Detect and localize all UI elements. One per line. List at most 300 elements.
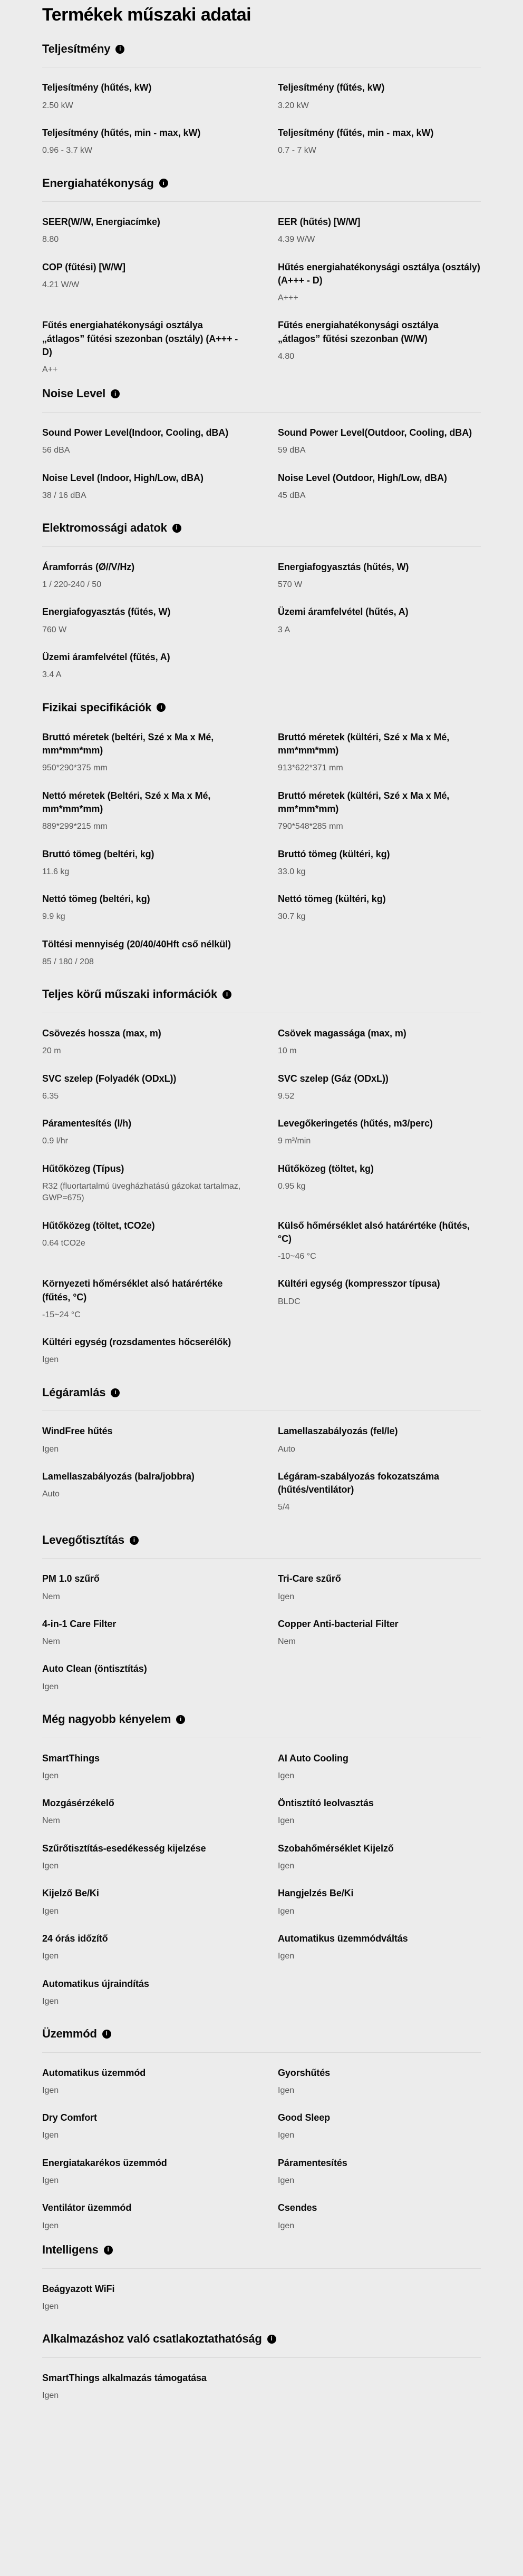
- spec-item: [42, 1572, 245, 1603]
- spec-item: [42, 472, 245, 502]
- spec-label: AI Auto Cooling: [278, 1752, 348, 1764]
- spec-label: Levegőkeringetés (hűtés, m3/perc): [278, 1118, 433, 1129]
- section-title: Még nagyobb kényelem: [42, 1712, 171, 1726]
- section-divider: [42, 2268, 481, 2269]
- spec-value: Igen: [278, 1906, 295, 1916]
- spec-item: [278, 1219, 481, 1263]
- spec-label: Mozgásérzékelő: [42, 1798, 114, 1809]
- page-title: Termékek műszaki adatai: [42, 5, 251, 25]
- spec-item: [42, 848, 245, 878]
- section-header: [42, 700, 481, 716]
- spec-row: [42, 1752, 481, 1782]
- info-icon[interactable]: i: [176, 1715, 185, 1724]
- spec-value: Igen: [278, 1592, 295, 1601]
- spec-value: Igen: [42, 2176, 59, 2186]
- spec-value: Igen: [42, 2301, 59, 2311]
- info-icon[interactable]: i: [157, 703, 166, 712]
- spec-label: Gyorshűtés: [278, 2067, 331, 2078]
- spec-row: [42, 561, 481, 591]
- spec-value: 0.9 l/hr: [42, 1137, 68, 1146]
- spec-value: 30.7 kg: [278, 912, 306, 922]
- info-icon[interactable]: i: [267, 2335, 276, 2344]
- spec-label: Teljesítmény (hűtés, min - max, kW): [42, 127, 201, 138]
- spec-row: [42, 1219, 481, 1263]
- spec-value: Igen: [278, 2085, 295, 2095]
- spec-value: -15~24 °C: [42, 1310, 81, 1319]
- spec-row: [42, 893, 481, 923]
- spec-row: [42, 1977, 481, 2008]
- spec-label: 4-in-1 Care Filter: [42, 1618, 117, 1629]
- spec-item: [278, 1887, 481, 1917]
- spec-item: [278, 1072, 481, 1103]
- spec-item: [42, 561, 245, 591]
- spec-item: [278, 319, 481, 376]
- spec-item: [42, 261, 245, 305]
- spec-value: Nem: [278, 1637, 296, 1647]
- spec-item: [42, 2066, 245, 2097]
- section-title: Üzemmód: [42, 2027, 97, 2041]
- spec-row: [42, 1470, 481, 1514]
- spec-item: [278, 1752, 481, 1782]
- info-icon[interactable]: i: [111, 389, 120, 398]
- spec-label: Beágyazott WiFi: [42, 2283, 115, 2294]
- section-title: Noise Level: [42, 387, 106, 400]
- spec-value: Igen: [42, 1952, 59, 1961]
- spec-item: [278, 1277, 481, 1321]
- spec-label: Hűtőközeg (Típus): [42, 1163, 124, 1174]
- info-icon[interactable]: i: [130, 1536, 139, 1545]
- spec-value: Auto: [278, 1444, 295, 1454]
- spec-value: 3.4 A: [42, 670, 62, 680]
- spec-row: [42, 1277, 481, 1321]
- spec-value: Igen: [42, 1444, 59, 1454]
- section-divider: [42, 1558, 481, 1559]
- spec-label: Automatikus üzemmód: [42, 2067, 146, 2078]
- section-rows: [42, 2372, 481, 2402]
- spec-value: 0.96 - 3.7 kW: [42, 146, 93, 155]
- spec-label: Üzemi áramfelvétel (hűtés, A): [278, 606, 409, 618]
- spec-label: Töltési mennyiség (20/40/40Hft cső nélkül): [42, 938, 231, 949]
- section-title: Alkalmazáshoz való csatlakoztathatóság: [42, 2332, 262, 2346]
- section-rows: [42, 2283, 481, 2313]
- spec-row: [42, 2372, 481, 2402]
- section-rows: [42, 1752, 481, 2007]
- spec-value: 8.80: [42, 235, 59, 244]
- spec-item: [278, 2111, 481, 2142]
- spec-label: Tri-Care szűrő: [278, 1573, 341, 1584]
- section-rows: [42, 1027, 481, 1366]
- spec-item: [42, 1662, 245, 1693]
- spec-label: Sound Power Level(Outdoor, Cooling, dBA): [278, 427, 472, 438]
- spec-row: [42, 1887, 481, 1917]
- spec-value: Igen: [42, 1355, 59, 1365]
- spec-label: Energiafogyasztás (hűtés, W): [278, 561, 409, 572]
- section-title: Elektromossági adatok: [42, 521, 167, 535]
- spec-label: Good Sleep: [278, 2112, 331, 2123]
- spec-value: 4.39 W/W: [278, 235, 315, 244]
- spec-item: [42, 319, 245, 376]
- section-uzemmod: [42, 2026, 481, 2232]
- spec-item: [278, 789, 481, 833]
- spec-label: Bruttó tömeg (kültéri, kg): [278, 848, 390, 859]
- spec-item: [42, 893, 245, 923]
- spec-value: 38 / 16 dBA: [42, 491, 86, 500]
- section-title: Teljes körű műszaki információk: [42, 987, 218, 1001]
- spec-value: 59 dBA: [278, 446, 306, 455]
- spec-item: [42, 126, 245, 157]
- spec-row: [42, 1162, 481, 1204]
- spec-row: [42, 216, 481, 246]
- spec-label: Bruttó méretek (beltéri, Szé x Ma x Mé, mm*mm*mm): [42, 732, 214, 756]
- spec-label: Csendes: [278, 2202, 317, 2213]
- spec-row: [42, 2283, 481, 2313]
- spec-item: [278, 1932, 481, 1963]
- spec-label: Környezeti hőmérséklet alsó határértéke (fűtés, °C): [42, 1278, 223, 1302]
- spec-value: Igen: [42, 1771, 59, 1780]
- section-title: Légáramlás: [42, 1385, 106, 1399]
- spec-label: Auto Clean (öntisztítás): [42, 1663, 147, 1674]
- spec-label: Fűtés energiahatékonysági osztálya „átlagos” fűtési szezonban (W/W): [278, 320, 439, 344]
- info-icon[interactable]: i: [115, 45, 124, 54]
- spec-item: [42, 605, 245, 636]
- spec-item: [42, 1842, 245, 1873]
- spec-item: [278, 261, 481, 305]
- spec-item: [278, 848, 481, 878]
- spec-item: [278, 2066, 481, 2097]
- spec-label: Kültéri egység (kompresszor típusa): [278, 1278, 440, 1289]
- spec-item: [278, 1162, 481, 1204]
- spec-label: Üzemi áramfelvétel (fűtés, A): [42, 651, 170, 662]
- spec-value: 56 dBA: [42, 446, 70, 455]
- spec-value: Igen: [42, 1906, 59, 1916]
- spec-label: SEER(W/W, Energiacímke): [42, 217, 160, 228]
- spec-label: 24 órás időzítő: [42, 1933, 108, 1944]
- spec-value: Auto: [42, 1490, 60, 1499]
- spec-row: [42, 1842, 481, 1873]
- spec-item: [42, 1797, 245, 1827]
- spec-item: [42, 426, 245, 457]
- spec-value: 0.95 kg: [278, 1181, 306, 1191]
- spec-value: R32 (fluortartalmú üvegházhatású gázokat tartalmaz, GWP=675): [42, 1181, 241, 1203]
- spec-item: [42, 1162, 245, 1204]
- spec-label: Bruttó méretek (kültéri, Szé x Ma x Mé, mm*mm*mm): [278, 790, 450, 815]
- spec-item: [278, 426, 481, 457]
- spec-value: 2.50 kW: [42, 101, 73, 110]
- spec-value: 85 / 180 / 208: [42, 957, 94, 966]
- section-teljesitmeny: [42, 42, 481, 157]
- spec-item: [278, 893, 481, 923]
- spec-item: [278, 1027, 481, 1057]
- spec-row: [42, 731, 481, 775]
- spec-value: 33.0 kg: [278, 867, 306, 876]
- spec-item: [42, 651, 245, 681]
- spec-label: Energiatakarékos üzemmód: [42, 2157, 167, 2168]
- spec-label: Kültéri egység (rozsdamentes hőcserélők): [42, 1337, 231, 1348]
- spec-value: Igen: [278, 1771, 295, 1780]
- spec-item: [278, 1842, 481, 1873]
- spec-item: [42, 2111, 245, 2142]
- spec-row: [42, 1027, 481, 1057]
- spec-label: Automatikus újraindítás: [42, 1978, 149, 1989]
- section-header: [42, 176, 481, 191]
- spec-row: [42, 319, 481, 376]
- spec-value: Igen: [42, 1996, 59, 2006]
- section-intelligens: [42, 2242, 481, 2313]
- section-divider: [42, 2052, 481, 2053]
- spec-item: [278, 2201, 481, 2232]
- section-levegotisztitas: [42, 1533, 481, 1693]
- spec-label: COP (fűtési) [W/W]: [42, 261, 125, 272]
- spec-row: [42, 1425, 481, 1455]
- spec-label: SmartThings alkalmazás támogatása: [42, 2372, 207, 2383]
- spec-item: [42, 1277, 245, 1321]
- spec-item: [42, 81, 245, 112]
- section-header: [42, 1385, 481, 1400]
- section-legaramlas: [42, 1385, 481, 1514]
- spec-value: Nem: [42, 1592, 60, 1601]
- spec-row: [42, 938, 481, 968]
- section-rows: [42, 1425, 481, 1513]
- spec-label: EER (hűtés) [W/W]: [278, 217, 361, 228]
- spec-label: Nettó méretek (Beltéri, Szé x Ma x Mé, mm*mm*mm): [42, 790, 211, 815]
- spec-label: Csövezés hossza (max, m): [42, 1027, 161, 1039]
- spec-value: -10~46 °C: [278, 1252, 316, 1261]
- spec-value: 9.52: [278, 1091, 295, 1101]
- spec-value: 9.9 kg: [42, 912, 65, 922]
- spec-label: Teljesítmény (hűtés, kW): [42, 82, 152, 93]
- spec-item: [278, 81, 481, 112]
- section-rows: [42, 561, 481, 681]
- spec-item: [42, 2201, 245, 2232]
- spec-label: Teljesítmény (fűtés, kW): [278, 82, 385, 93]
- spec-label: Páramentesítés: [278, 2157, 347, 2168]
- spec-row: [42, 1932, 481, 1963]
- spec-row: [42, 1336, 481, 1366]
- spec-item: [42, 1117, 245, 1148]
- spec-label: Szűrőtisztítás-esedékesség kijelzése: [42, 1843, 206, 1854]
- spec-row: [42, 605, 481, 636]
- info-icon[interactable]: i: [111, 1388, 120, 1397]
- section-header: [42, 1712, 481, 1727]
- spec-row: [42, 426, 481, 457]
- spec-item: [42, 1027, 245, 1057]
- spec-value: Nem: [42, 1816, 60, 1826]
- section-header: [42, 42, 481, 57]
- spec-row: [42, 81, 481, 112]
- spec-item: [278, 472, 481, 502]
- spec-item: [42, 2372, 245, 2402]
- section-header: [42, 2332, 481, 2347]
- spec-label: Hűtőközeg (töltet, kg): [278, 1163, 374, 1174]
- spec-value: 10 m: [278, 1046, 297, 1056]
- spec-item: [42, 1072, 245, 1103]
- spec-sections: [42, 42, 481, 2402]
- spec-value: 760 W: [42, 625, 67, 634]
- spec-value: Nem: [42, 1637, 60, 1647]
- spec-value: 4.21 W/W: [42, 280, 80, 289]
- spec-item: [42, 1932, 245, 1963]
- spec-item: [42, 789, 245, 833]
- section-divider: [42, 546, 481, 547]
- info-icon[interactable]: i: [159, 179, 168, 188]
- spec-label: Kijelző Be/Ki: [42, 1888, 99, 1899]
- spec-value: 913*622*371 mm: [278, 763, 343, 773]
- section-title: Intelligens: [42, 2243, 99, 2257]
- section-divider: [42, 2357, 481, 2358]
- section-alkalmazashoz-valo-csatlakoztathatosag: [42, 2332, 481, 2402]
- spec-value: A+++: [278, 293, 298, 303]
- spec-row: [42, 472, 481, 502]
- section-header: [42, 2026, 481, 2042]
- spec-value: Igen: [278, 1816, 295, 1826]
- spec-value: 0.64 tCO2e: [42, 1238, 85, 1248]
- spec-label: Fűtés energiahatékonysági osztálya „átlagos” fűtési szezonban (osztály) (A+++ - D): [42, 320, 238, 357]
- spec-value: 6.35: [42, 1091, 59, 1101]
- section-elektromossagi-adatok: [42, 521, 481, 681]
- spec-value: 45 dBA: [278, 491, 306, 500]
- spec-row: [42, 261, 481, 305]
- spec-value: 20 m: [42, 1046, 61, 1056]
- spec-label: Áramforrás (Ø//V/Hz): [42, 561, 135, 572]
- spec-label: Energiafogyasztás (fűtés, W): [42, 606, 171, 618]
- info-icon[interactable]: i: [102, 2030, 111, 2039]
- spec-item: [278, 2157, 481, 2187]
- spec-item: [42, 731, 245, 775]
- section-rows: [42, 81, 481, 156]
- spec-value: 889*299*215 mm: [42, 822, 108, 831]
- spec-item: [42, 2283, 245, 2313]
- spec-value: 790*548*285 mm: [278, 822, 343, 831]
- spec-item: [42, 2157, 245, 2187]
- spec-label: Hűtés energiahatékonysági osztálya (osztály) (A+++ - D): [278, 261, 480, 286]
- spec-item: [42, 1336, 245, 1366]
- spec-row: [42, 1618, 481, 1648]
- spec-value: 570 W: [278, 580, 303, 589]
- info-icon[interactable]: i: [104, 2246, 113, 2255]
- spec-label: Sound Power Level(Indoor, Cooling, dBA): [42, 427, 229, 438]
- spec-label: Lamellaszabályozás (balra/jobbra): [42, 1471, 195, 1482]
- section-divider: [42, 412, 481, 413]
- section-rows: [42, 731, 481, 968]
- info-icon[interactable]: i: [222, 990, 231, 999]
- section-energiahatekonysag: [42, 176, 481, 376]
- spec-label: Légáram-szabályozás fokozatszáma (hűtés/ventilátor): [278, 1471, 439, 1495]
- section-rows: [42, 2066, 481, 2232]
- section-header: [42, 521, 481, 536]
- spec-value: Igen: [278, 1861, 295, 1870]
- section-divider: [42, 201, 481, 202]
- spec-value: 5/4: [278, 1503, 290, 1512]
- spec-item: [278, 1117, 481, 1148]
- spec-row: [42, 848, 481, 878]
- spec-label: Csövek magassága (max, m): [278, 1027, 406, 1039]
- spec-label: Hangjelzés Be/Ki: [278, 1888, 354, 1899]
- spec-value: 1 / 220-240 / 50: [42, 580, 102, 589]
- section-header: [42, 386, 481, 401]
- spec-label: Automatikus üzemmódváltás: [278, 1933, 408, 1944]
- spec-item: [42, 938, 245, 968]
- section-teljes-koru-muszaki-informaciok: [42, 987, 481, 1366]
- spec-label: SmartThings: [42, 1752, 100, 1764]
- spec-label: Teljesítmény (fűtés, min - max, kW): [278, 127, 434, 138]
- spec-label: Bruttó méretek (kültéri, Szé x Ma x Mé, mm*mm*mm): [278, 732, 450, 756]
- spec-value: Igen: [42, 2131, 59, 2140]
- spec-label: Páramentesítés (l/h): [42, 1118, 132, 1129]
- section-fizikai-specifikaciok: [42, 700, 481, 968]
- spec-row: [42, 1797, 481, 1827]
- spec-value: Igen: [278, 2221, 295, 2230]
- spec-label: Hűtőközeg (töltet, tCO2e): [42, 1220, 155, 1231]
- spec-row: [42, 1572, 481, 1603]
- spec-label: Szobahőmérséklet Kijelző: [278, 1843, 394, 1854]
- spec-item: [42, 1219, 245, 1263]
- spec-value: A++: [42, 365, 58, 375]
- spec-item: [278, 1470, 481, 1514]
- spec-label: Lamellaszabályozás (fel/le): [278, 1426, 398, 1437]
- spec-value: 950*290*375 mm: [42, 763, 108, 773]
- spec-row: [42, 1662, 481, 1693]
- spec-value: Igen: [42, 1861, 59, 1870]
- spec-item: [42, 1470, 245, 1514]
- spec-item: [278, 1618, 481, 1648]
- spec-label: Nettó tömeg (beltéri, kg): [42, 894, 150, 905]
- spec-value: 3 A: [278, 625, 290, 634]
- section-title: Levegőtisztítás: [42, 1533, 124, 1546]
- section-rows: [42, 1572, 481, 1693]
- spec-item: [278, 216, 481, 246]
- spec-label: Öntisztító leolvasztás: [278, 1798, 374, 1809]
- spec-value: Igen: [278, 2131, 295, 2140]
- spec-item: [278, 1425, 481, 1455]
- section-title: Fizikai specifikációk: [42, 700, 152, 714]
- spec-row: [42, 789, 481, 833]
- spec-item: [42, 1752, 245, 1782]
- spec-item: [278, 605, 481, 636]
- spec-label: Dry Comfort: [42, 2112, 97, 2123]
- spec-item: [42, 1618, 245, 1648]
- spec-value: 4.80: [278, 351, 295, 361]
- spec-label: SVC szelep (Gáz (ODxL)): [278, 1073, 389, 1084]
- section-header: [42, 1533, 481, 1548]
- spec-item: [42, 216, 245, 246]
- spec-row: [42, 2201, 481, 2232]
- spec-value: Igen: [42, 1682, 59, 1691]
- spec-label: Noise Level (Outdoor, High/Low, dBA): [278, 472, 447, 483]
- spec-label: Ventilátor üzemmód: [42, 2202, 132, 2213]
- spec-item: [278, 731, 481, 775]
- spec-label: Noise Level (Indoor, High/Low, dBA): [42, 472, 204, 483]
- section-header: [42, 987, 481, 1002]
- section-title: Energiahatékonyság: [42, 176, 154, 190]
- spec-item: [278, 561, 481, 591]
- spec-item: [42, 1425, 245, 1455]
- spec-item: [278, 126, 481, 157]
- spec-item: [278, 1572, 481, 1603]
- section-meg-nagyobb-kenyelem: [42, 1712, 481, 2007]
- section-rows: [42, 426, 481, 502]
- spec-row: [42, 2157, 481, 2187]
- section-noise-level: [42, 386, 481, 502]
- spec-row: [42, 651, 481, 681]
- spec-value: Igen: [278, 2176, 295, 2186]
- section-title: Teljesítmény: [42, 42, 111, 55]
- spec-value: Igen: [42, 2391, 59, 2400]
- info-icon[interactable]: i: [172, 524, 181, 533]
- spec-item: [42, 1887, 245, 1917]
- spec-row: [42, 2111, 481, 2142]
- spec-row: [42, 2066, 481, 2097]
- spec-value: 11.6 kg: [42, 867, 70, 876]
